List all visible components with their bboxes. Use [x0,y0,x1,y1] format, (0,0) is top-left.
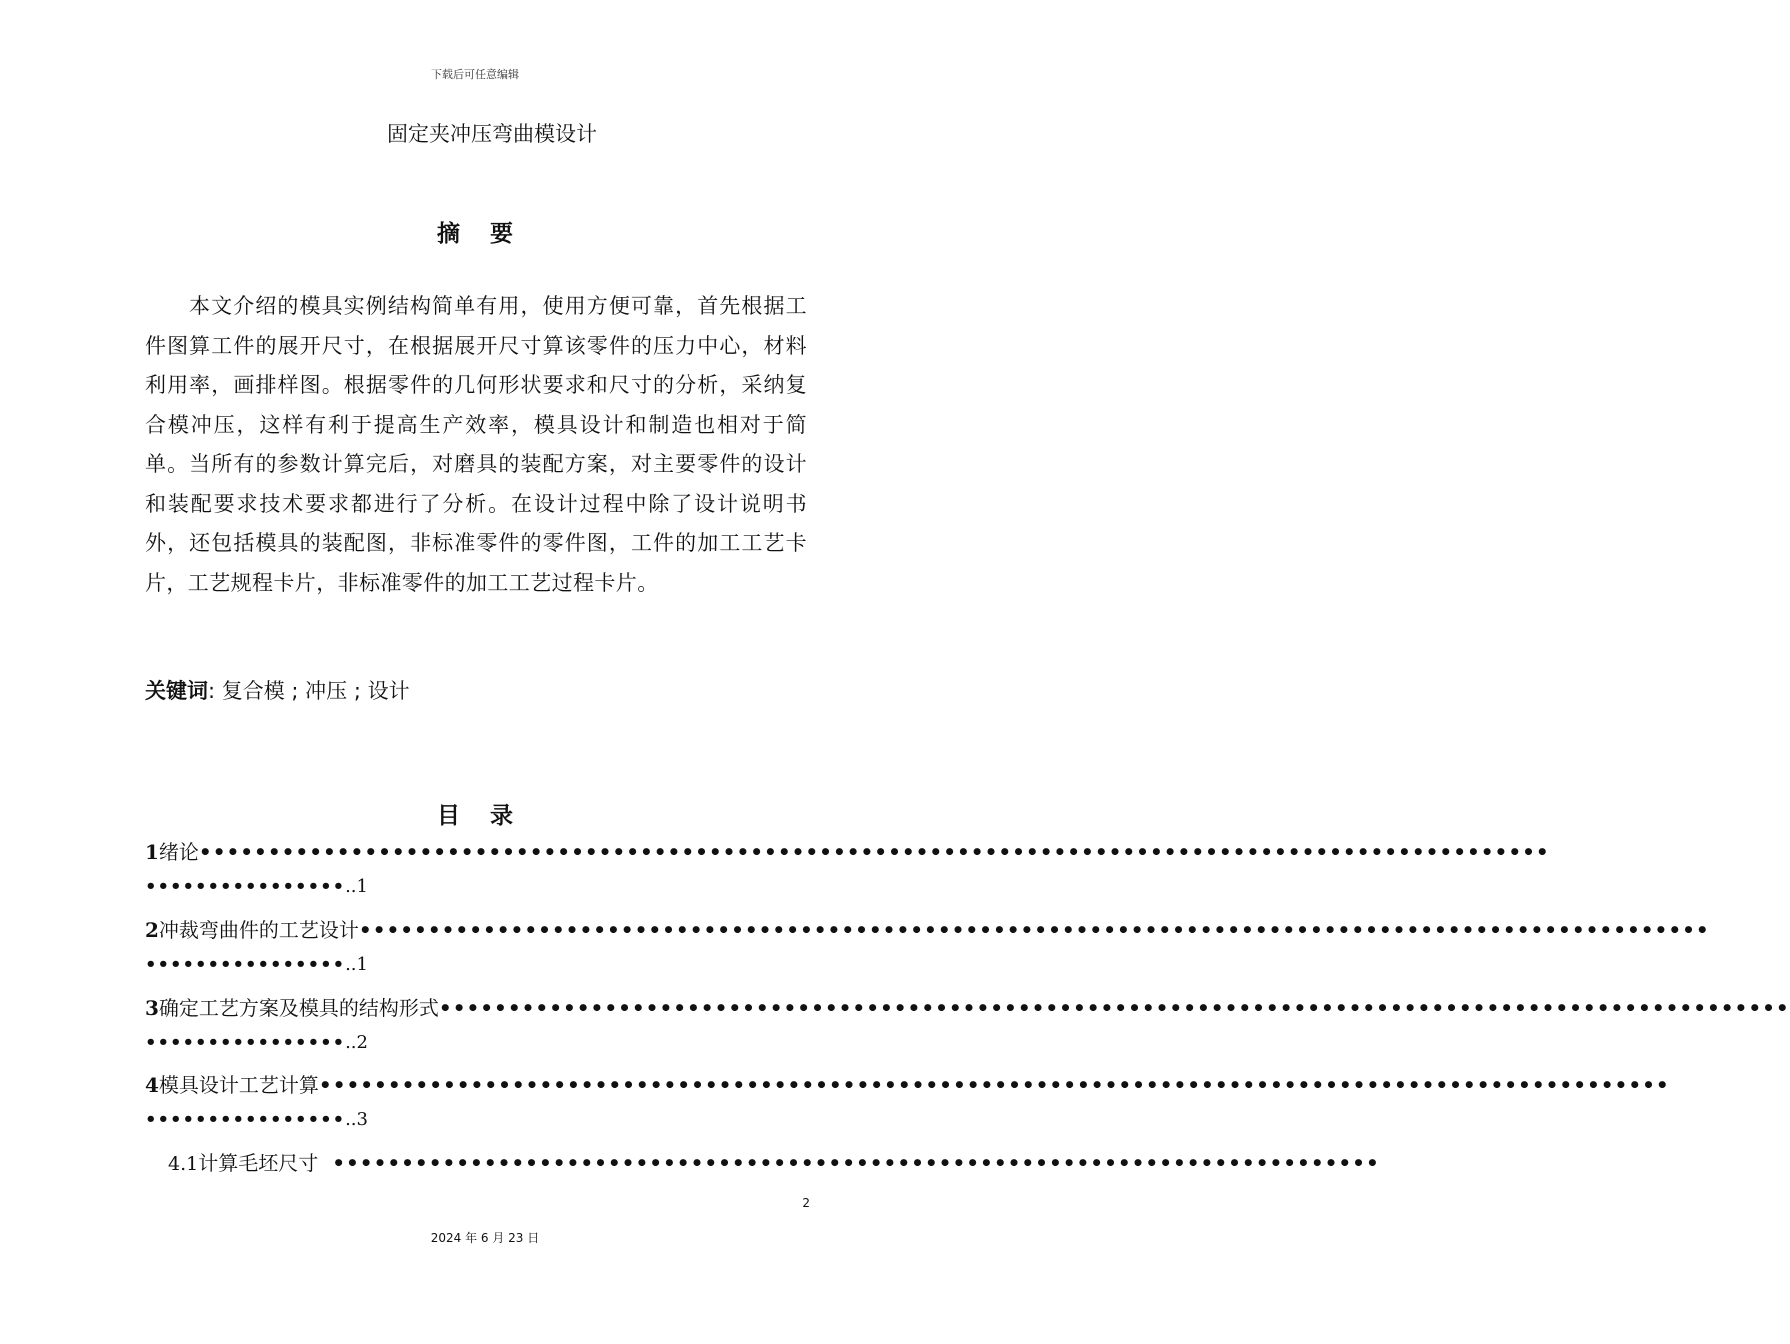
toc-entry-continuation [145,1109,368,1149]
toc-sub-entry[interactable] [168,1147,1380,1176]
toc-heading: 目录 [437,803,543,829]
toc-leader-dots: •••••••••••••••• [145,876,346,897]
toc-leader-dots: •••••••••••••••••••••••••••••••••••••••••••••••••••••••••••••••••••••••••••••••••••••••••••••••••• [358,918,1710,942]
toc-entry[interactable] [145,914,1710,954]
abstract-paragraph: 本文介绍的模具实例结构简单有用，使用方便可靠，首先根据工件图算工件的展开尺寸，在根据展开尺寸算该零件的压力中心，材料利用率，画排样图。根据零件的几何形状要求和尺寸的分析，采纳复合模冲压，这样有利于提高生产效率，模具设计和制造也相对于简单。当所有的参数计算完后，对磨具的装配方案，对主要零件的设计和装配要求技术要求都进行了分析。在设计过程中除了设计说明书外，还包括模具的装配图，非标准零件的零件图，工件的加工工艺卡片，工艺规程卡片，非标准零件的加工工艺过程卡片。 [145,294,807,595]
toc-leader-dots: •••••••••••••••• [145,1032,346,1053]
toc-entry[interactable] [145,992,1790,1032]
keywords-line [145,675,410,705]
toc-entry-label: 确定工艺方案及模具的结构形式 [158,996,439,1020]
footer-date: 2024 年 6 月 23 日 [430,1231,540,1245]
toc-entry-label: 冲裁弯曲件的工艺设计 [158,918,359,942]
toc-entry[interactable] [145,1069,1670,1109]
keywords-values: : 复合模 ; 冲压 ; 设计 [208,679,410,703]
toc-entry-continuation [145,954,368,994]
toc-entry-page: ..1 [345,954,368,975]
toc-leader-dots: •••••••••••••••••••••••••••••••••••••••••••••••••••••••••••••••••••••••••••••••••••••••••••••••••• [198,840,1550,864]
toc-leader-dots: •••••••••••••••••••••••••••••••••••••••••••••••••••••••••••••••••••••••••••••••••••••••••••••••••• [438,996,1790,1020]
toc-entry-number: 3 [145,996,159,1020]
page-number: 2 [802,1196,810,1210]
keywords-label: 关键词 [145,679,208,703]
toc-leader-dots: •••••••••••••••••••••••••••••••••••••••••••••••••••••••••••••••••••••••••••••••••••••••••••••••••• [318,1073,1670,1097]
toc-entry-continuation [145,876,368,916]
toc-entry-number: 2 [145,918,159,942]
toc-entry-label: 绪论 [158,840,199,864]
toc-entry-number: 4 [145,1073,159,1097]
abstract-heading: 摘要 [437,221,543,247]
toc-entry-page: ..2 [345,1032,368,1053]
toc-sub-entry-label: 计算毛坯尺寸 [198,1151,319,1175]
header-note: 下载后可任意编辑 [431,68,519,81]
document-title: 固定夹冲压弯曲模设计 [387,122,597,146]
toc-leader-dots: •••••••••••••••••••••••••••••••••••••••••••••••••••••••••••••••••••••••••••• [332,1151,1380,1175]
toc-entry-page: ..3 [345,1109,368,1130]
toc-entry-page: ..1 [345,876,368,897]
toc-entry-label: 模具设计工艺计算 [158,1073,319,1097]
toc-leader-dots: •••••••••••••••• [145,954,346,975]
toc-entry-continuation [145,1032,368,1072]
toc-leader-dots: •••••••••••••••• [145,1109,346,1130]
toc-sub-entry-number: 4.1 [168,1153,199,1175]
toc-entry-number: 1 [145,840,159,864]
toc-entry[interactable] [145,836,1550,876]
